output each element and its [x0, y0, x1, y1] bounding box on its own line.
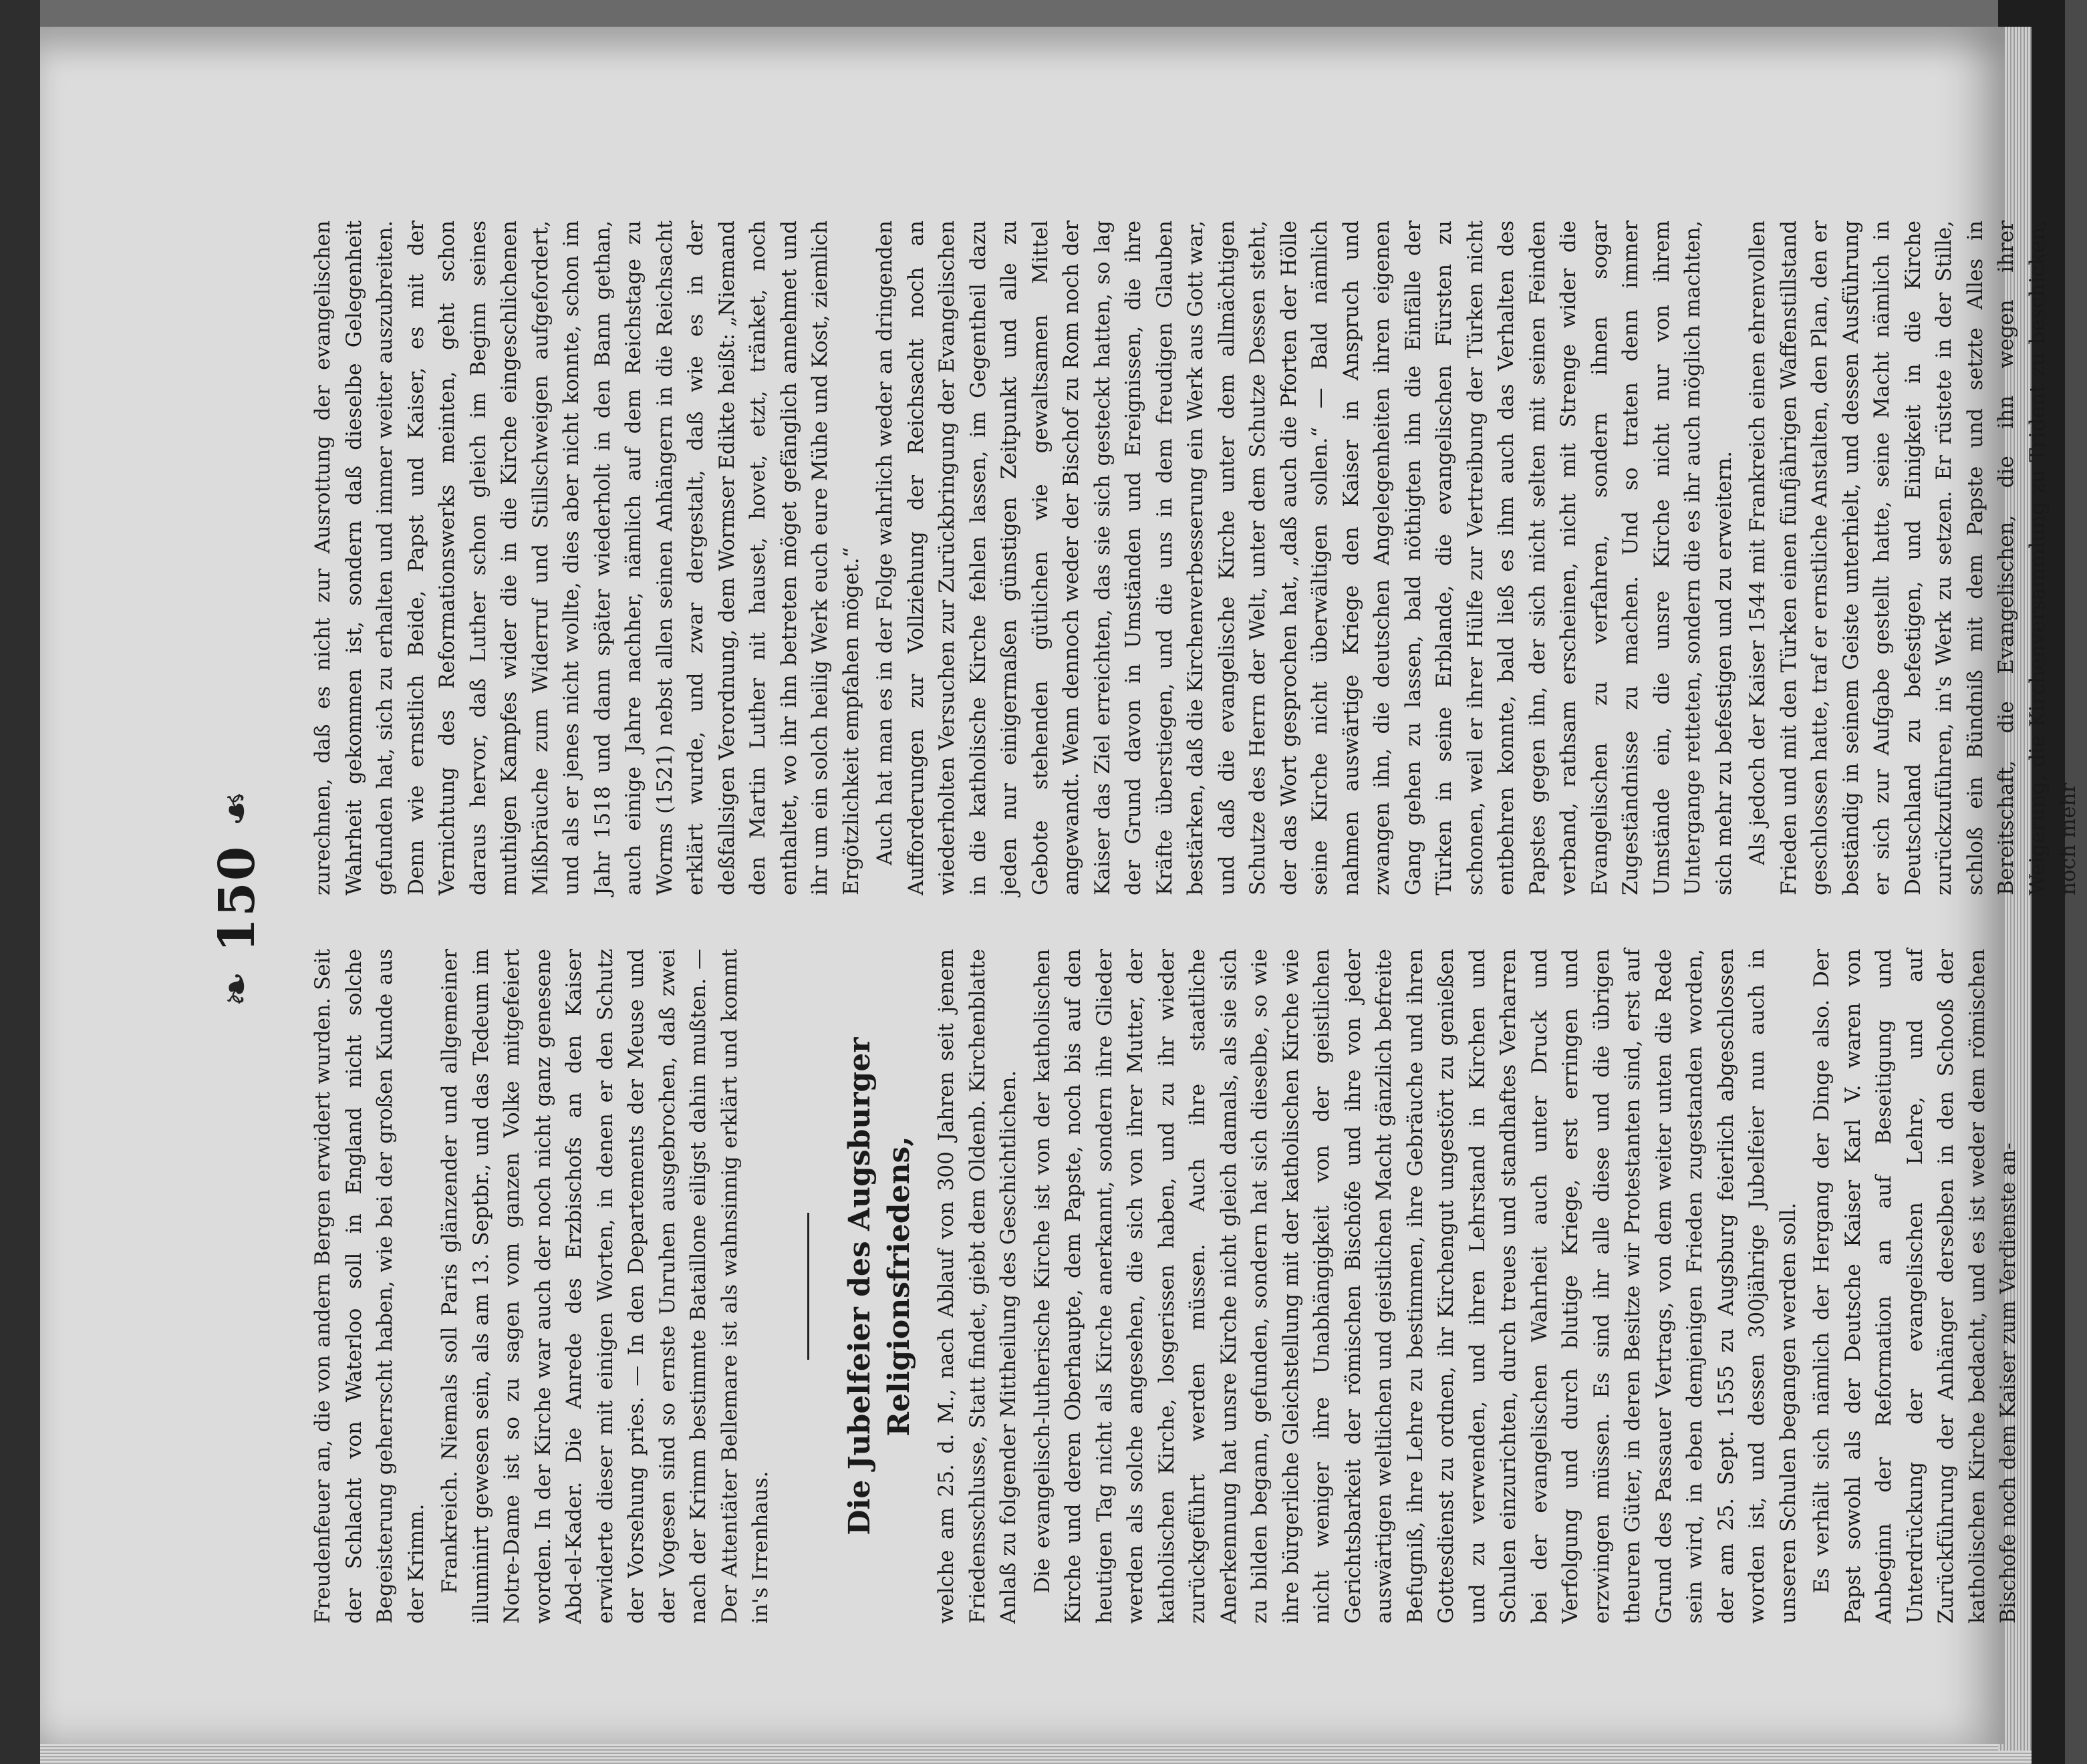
- rotated-page-content: [187, 174, 2080, 1624]
- paragraph: Als jedoch der Kaiser 1544 mit Frankreich einen ehrenvollen Frieden und mit den Türken einen fünfjährigen Waffenstillstand geschlossen hatte, traf er ernstliche Anstalten, den Plan, den er beständig in seinem Geiste unterhielt, und dessen Ausführung er sich zur Aufgabe gestellt hatte, seine Macht nämlich in Deutschland zu befestigen, und Einigkeit in die Kirche zurückzuführen, in's Werk zu setzen. Er rüstete in der Stille, schloß ein Bündniß mit dem Papste und setzte Alles in Bereitschaft, die Evangelischen, die ihn wegen ihrer Weigerung, die Kirchenversammlung zu Trident zu beschicken, noch mehr: [1746, 220, 2080, 895]
- paragraph: Es verhält sich nämlich der Hergang der Dinge also. Der Papst sowohl als der Deutsche Kaiser Karl V. waren von Anbeginn der Reformation an auf Beseitigung und Unterdrückung der evangelischen Lehre, und auf Zurückführung der Anhänger derselben in den Schooß der katholischen Kirche bedacht, und es ist weder dem römischen Bischofe noch dem Kaiser zum Verdienste an-: [1810, 949, 2021, 1624]
- section-divider: [807, 1213, 809, 1360]
- paragraph: Auch hat man es in der Folge wahrlich weder an dringenden Aufforderungen zur Vollziehung der Reichsacht noch an wiederholten Versuchen zur Zurückbringung der Evangelischen in die katholische Kirche fehlen lassen, im Gegentheil dazu jeden nur einigermaßen günstigen Zeitpunkt und alle zu Gebote stehenden gütlichen wie gewaltsamen Mittel angewandt. Wenn dennoch weder der Bischof zu Rom noch der Kaiser das Ziel erreichten, das sie sich gesteckt hatten, so lag der Grund davon in Umständen und Ereignissen, die ihre Kräfte überstiegen, und die uns in dem freudigen Glauben bestärken, daß die Kirchenverbesserung ein Werk aus Gott war, und daß die evangelische Kirche unter dem allmächtigen Schutze des Herrn der Welt, unter dem Schutze Dessen steht, der das Wort gesprochen hat, „daß auch die Pforten der Hölle seine Kirche nicht überwältigen sollen.“ — Bald nämlich nahmen auswärtige Kriege den Kaiser in Anspruch und zwangen ihn, die deutschen Angelegenheiten ihren eigenen Gang gehen zu lassen, bald nöthigten ihn die Einfälle der Türken in seine Erblande, die evangelischen Fürsten zu schonen, weil er ihrer Hülfe zur Vertreibung der Türken nicht entbehren konnte, bald ließ es ihm auch das Verhalten des Papstes gegen ihn, der sich nicht selten mit seinen Feinden verband, rathsam erscheinen, nicht mit Strenge wider die Evangelischen zu verfahren, sondern ihnen sogar Zugeständnisse zu machen. Und so traten denn immer Umstände ein, die unsre Kirche nicht nur von ihrem Untergange retteten, sondern die es ihr auch möglich machten, sich mehr zu befestigen und zu erweitern.: [873, 220, 1736, 895]
- right-column: [307, 220, 2087, 895]
- paragraph: zurechnen, daß es nicht zur Ausrottung der evangelischen Wahrheit gekommen ist, sondern daß dieselbe Gelegenheit gefunden hat, sich zu erhalten und immer weiter auszubreiten. Denn wie ernstlich Beide, Papst und Kaiser, es mit der Vernichtung des Reformationswerks meinten, geht schon daraus hervor, daß Luther schon gleich im Beginn seines muthigen Kampfes wider die in die Kirche eingeschlichenen Mißbräuche zum Widerruf und Stillschweigen aufgefordert, und als er jenes nicht wollte, dies aber nicht konnte, schon im Jahr 1518 und dann später wiederholt in den Bann gethan, auch einige Jahre nachher, nämlich auf dem Reichstage zu Worms (1521) nebst allen seinen Anhängern in die Reichsacht erklärt wurde, und zwar dergestalt, daß wie es in der deßfallsigen Verordnung, dem Wormser Edikte heißt: „Niemand den Martin Luther nit hauset, hovet, etzt, tränket, noch enthaltet, wo ihr ihn betreten möget gefänglich annehmet und ihr um ein solch heilig Werk euch eure Mühe und Kost, ziemlich Ergötzlichkeit empfahen möget.“: [311, 220, 863, 895]
- paragraph: welche am 25. d. M., nach Ablauf von 300 Jahren seit jenem Friedensschlusse, Statt findet, giebt dem Oldenb. Kirchenblatte Anlaß zu folgender Mittheilung des Geschichtlichen.: [934, 949, 1021, 1624]
- left-column: [307, 949, 2027, 1624]
- article-title-line: Religionsfriedens,: [881, 1136, 916, 1437]
- background-left: [0, 0, 40, 1764]
- article-title-line: Die Jubelfeier des Augsburger: [842, 1037, 877, 1535]
- right-ornament: ❧: [213, 790, 262, 827]
- page-header: [187, 174, 287, 1624]
- page-number: 150: [208, 845, 266, 953]
- paragraph: Freudenfeuer an, die von andern Bergen erwidert wurden. Seit der Schlacht von Waterloo soll in England nicht solche Begeisterung geherrscht haben, wie bei der großen Kunde aus der Krimm.: [311, 949, 428, 1624]
- column-gutter: [307, 921, 1711, 922]
- paragraph: Die evangelisch-lutherische Kirche ist von der katholischen Kirche und deren Oberhaupte, dem Papste, noch bis auf den heutigen Tag nicht als Kirche anerkannt, sondern ihre Glieder werden als solche angesehen, die sich von ihrer Mutter, der katholischen Kirche, losgerissen haben, und zu ihr wieder zurückgeführt werden müssen. Auch ihre staatliche Anerkennung hat unsre Kirche nicht gleich damals, als sie sich zu bilden begann, gefunden, sondern hat sich dieselbe, so wie ihre bürgerliche Gleichstellung mit der katholischen Kirche wie nicht weniger ihre Unabhängigkeit von der geistlichen Gerichtsbarkeit der römischen Bischöfe und ihre von jeder auswärtigen weltlichen und geistlichen Macht gänzlich befreite Befugniß, ihre Lehre zu bestimmen, ihre Gebräuche und ihren Gottesdienst zu ordnen, ihr Kirchengut ungestört zu genießen und zu verwenden, und ihren Lehrstand in Kirchen und Schulen einzurichten, durch treues und standhaftes Verharren bei der evangelischen Wahrheit auch unter Druck und Verfolgung und durch blutige Kriege, erst erringen und erzwingen müssen. Es sind ihr alle diese und die übrigen theuren Güter, in deren Besitze wir Protestanten sind, erst auf Grund des Passauer Vertrags, von dem weiter unten die Rede sein wird, in eben demjenigen Frieden zugestanden worden, der am 25. Sept. 1555 zu Augsburg feierlich abgeschlossen worden ist, und dessen 300jährige Jubelfeier nun auch in unseren Schulen begangen werden soll.: [1030, 949, 1800, 1624]
- paragraph: Frankreich. Niemals soll Paris glänzender und allgemeiner illuminirt gewesen sein, als am 13. Septbr., und das Tedeum im Notre-Dame ist so zu sagen vom ganzen Volke mitgefeiert worden. In der Kirche war auch der noch nicht ganz genesene Abd-el-Kader. Die Anrede des Erzbischofs an den Kaiser erwiderte dieser mit einigen Worten, in denen er den Schutz der Vorsehung pries. — In den Departements der Meuse und der Vogesen sind so ernste Unruhen ausgebrochen, daß zwei nach der Krimm bestimmte Bataillone eiligst dahin mußten. — Der Attentäter Bellemare ist als wahnsinnig erklärt und kommt in's Irrenhaus.: [438, 949, 773, 1624]
- left-ornament: ❧: [213, 971, 262, 1007]
- article-title: [840, 949, 920, 1624]
